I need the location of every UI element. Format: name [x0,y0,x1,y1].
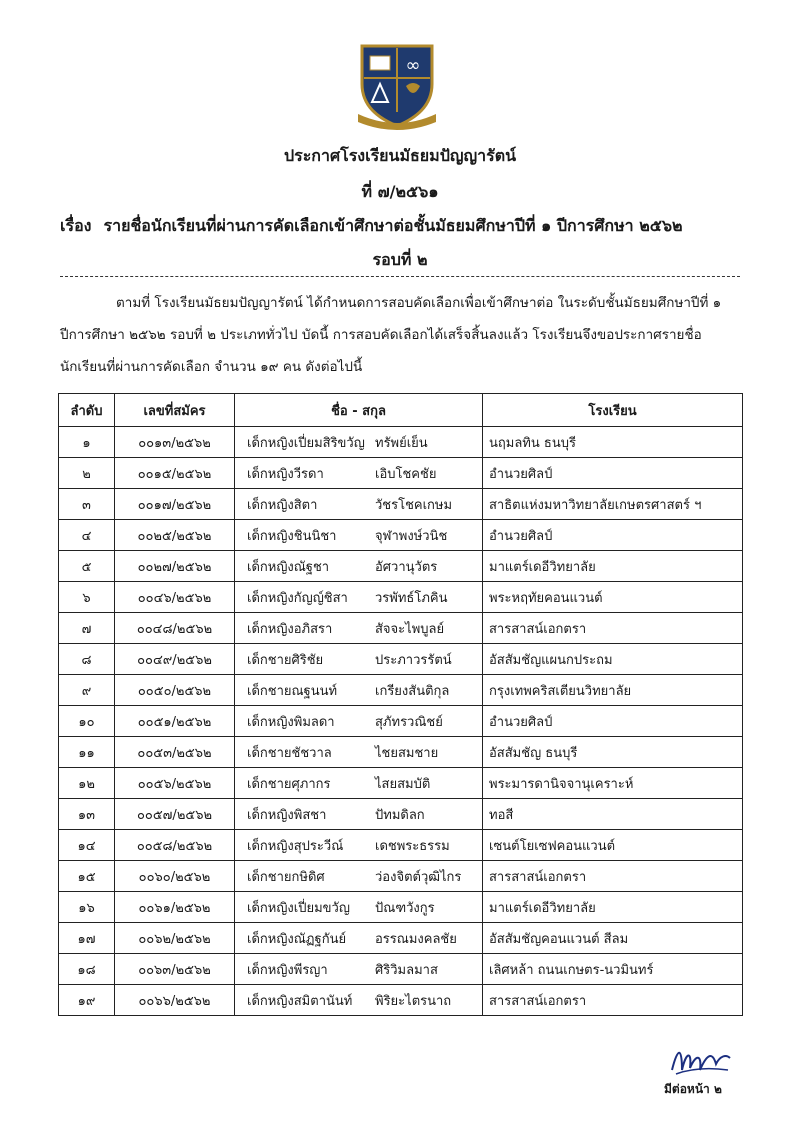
row-school: เซนต์โยเซฟคอนแวนต์ [483,830,743,861]
row-first-name: เด็กหญิงชินนิชา [247,528,337,544]
row-application-no: ๐๐๒๗/๒๕๖๒ [115,551,235,582]
school-crest-logo [352,40,442,130]
table-row [59,613,743,644]
row-full-name [235,799,483,830]
row-last-name: ศิริวิมลมาส [375,962,438,978]
row-full-name [235,458,483,489]
row-order: ๑๐ [59,706,115,737]
row-full-name [235,830,483,861]
row-order: ๕ [59,551,115,582]
row-first-name: เด็กชายชัชวาล [247,745,332,761]
subject-label: เรื่อง [60,216,92,235]
row-first-name: เด็กหญิงณัฐชา [247,559,330,575]
row-order: ๖ [59,582,115,613]
row-application-no: ๐๐๔๖/๒๕๖๒ [115,582,235,613]
row-application-no: ๐๐๕๗/๒๕๖๒ [115,799,235,830]
row-last-name: วรพัทธ์โภคิน [375,590,448,606]
row-first-name: เด็กชายณฐนนท์ [247,683,338,699]
row-first-name: เด็กหญิงพิสชา [247,807,327,823]
row-last-name: ไสยสมบัติ [375,776,431,792]
table-row [59,737,743,768]
row-order: ๗ [59,613,115,644]
row-order: ๑ [59,427,115,458]
row-last-name: จุฬาพงษ์วนิช [375,528,448,544]
row-order: ๑๑ [59,737,115,768]
row-full-name [235,985,483,1016]
row-school: อำนวยศิลป์ [483,520,743,551]
row-order: ๒ [59,458,115,489]
row-application-no: ๐๐๖๑/๒๕๖๒ [115,892,235,923]
row-full-name [235,427,483,458]
table-row [59,644,743,675]
row-application-no: ๐๐๑๕/๒๕๖๒ [115,458,235,489]
row-first-name: เด็กหญิงสมิตานันท์ [247,993,353,1009]
row-last-name: อรรณมงคลชัย [375,931,457,947]
row-school: สารสาสน์เอกตรา [483,613,743,644]
row-full-name [235,489,483,520]
row-application-no: ๐๐๕๓/๒๕๖๒ [115,737,235,768]
row-school: นฤมลทิน ธนบุรี [483,427,743,458]
table-row [59,582,743,613]
body-paragraph-line-2: ปีการศึกษา ๒๕๖๒ รอบที่ ๒ ประเภททั่วไป บัดนี้ การสอบคัดเลือกได้เสร็จสิ้นลงแล้ว โรงเรียนจึงขอประกาศรายชื่อ [60,327,702,343]
table-row [59,954,743,985]
row-last-name: ปัณฑวังกูร [375,900,435,916]
row-application-no: ๐๐๕๑/๒๕๖๒ [115,706,235,737]
row-application-no: ๐๐๑๓/๒๕๖๒ [115,427,235,458]
row-application-no: ๐๐๑๗/๒๕๖๒ [115,489,235,520]
row-application-no: ๐๐๕๖/๒๕๖๒ [115,768,235,799]
row-last-name: ว่องจิตต์วุฒิไกร [375,869,462,885]
row-order: ๑๓ [59,799,115,830]
row-last-name: ประภาวรรัตน์ [375,652,452,668]
row-school: ทอสี [483,799,743,830]
row-order: ๑๔ [59,830,115,861]
announcement-round: รอบที่ ๒ [372,250,428,269]
row-order: ๔ [59,520,115,551]
row-last-name: พิริยะไตรนาถ [375,993,452,1009]
row-full-name [235,861,483,892]
svg-text:∞: ∞ [405,55,421,76]
row-order: ๑๕ [59,861,115,892]
row-application-no: ๐๐๔๙/๒๕๖๒ [115,644,235,675]
dashed-divider [60,276,740,277]
row-first-name: เด็กหญิงวีรดา [247,466,324,482]
row-full-name [235,644,483,675]
body-paragraph-line-1: ตามที่ โรงเรียนมัธยมปัญญารัตน์ ได้กำหนดการสอบคัดเลือกเพื่อเข้าศึกษาต่อ ในระดับชั้นมัธยมศึกษาปีที่ ๑ [116,295,722,311]
row-full-name [235,892,483,923]
table-row [59,520,743,551]
row-last-name: สุภัทรวณิชย์ [375,714,443,730]
row-application-no: ๐๐๒๕/๒๕๖๒ [115,520,235,551]
row-school: อัสสัมชัญ ธนบุรี [483,737,743,768]
roster-body [59,427,743,1016]
body-paragraph-line-3: นักเรียนที่ผ่านการคัดเลือก จำนวน ๑๙ คน ดังต่อไปนี้ [60,359,363,375]
row-first-name: เด็กหญิงพีรญา [247,962,328,978]
row-first-name: เด็กชายศิริชัย [247,652,324,668]
table-row [59,861,743,892]
table-row [59,923,743,954]
row-full-name [235,520,483,551]
row-first-name: เด็กหญิงสุประวีณ์ [247,838,344,854]
table-row [59,830,743,861]
row-school: สารสาสน์เอกตรา [483,985,743,1016]
table-row [59,768,743,799]
row-application-no: ๐๐๕๐/๒๕๖๒ [115,675,235,706]
row-full-name [235,706,483,737]
row-last-name: สัจจะไพบูลย์ [375,621,445,637]
signature-scribble [668,1040,732,1080]
row-order: ๙ [59,675,115,706]
row-full-name [235,954,483,985]
header-application-no: เลขที่สมัคร [115,394,235,427]
row-last-name: ทรัพย์เย็น [375,435,428,451]
table-row [59,427,743,458]
table-header-row [59,394,743,427]
row-last-name: เดชพระธรรม [375,838,450,854]
table-row [59,458,743,489]
row-school: เลิศหล้า ถนนเกษตร-นวมินทร์ [483,954,743,985]
row-last-name: ไชยสมชาย [375,745,439,761]
row-first-name: เด็กหญิงเปี่ยมขวัญ [247,900,350,916]
row-first-name: เด็กหญิงณัฏฐกันย์ [247,931,347,947]
row-first-name: เด็กชายกษิดิศ [247,869,325,885]
row-first-name: เด็กหญิงอภิสรา [247,621,333,637]
table-row [59,985,743,1016]
table-row [59,892,743,923]
row-order: ๓ [59,489,115,520]
header-full-name: ชื่อ - สกุล [235,394,483,427]
row-full-name [235,675,483,706]
row-application-no: ๐๐๖๐/๒๕๖๒ [115,861,235,892]
row-full-name [235,613,483,644]
student-roster-table [58,393,743,1016]
row-order: ๘ [59,644,115,675]
table-row [59,706,743,737]
announcement-subject [60,216,683,236]
row-last-name: อัศวานุวัตร [375,559,438,575]
row-application-no: ๐๐๔๘/๒๕๖๒ [115,613,235,644]
row-school: มาแตร์เดอีวิทยาลัย [483,551,743,582]
row-school: พระหฤทัยคอนแวนต์ [483,582,743,613]
row-school: อัสสัมชัญคอนแวนต์ สีลม [483,923,743,954]
table-row [59,675,743,706]
row-order: ๑๒ [59,768,115,799]
continued-page-note: มีต่อหน้า ๒ [664,1082,722,1096]
row-full-name [235,582,483,613]
row-application-no: ๐๐๖๒/๒๕๖๒ [115,923,235,954]
row-order: ๑๖ [59,892,115,923]
row-last-name: เกรียงสันติกุล [375,683,450,699]
announcement-number: ที่ ๗/๒๕๖๑ [361,182,439,201]
row-first-name: เด็กหญิงกัญญ์ชิสา [247,590,348,606]
subject-text: รายชื่อนักเรียนที่ผ่านการคัดเลือกเข้าศึกษาต่อชั้นมัธยมศึกษาปีที่ ๑ ปีการศึกษา ๒๕๖๒ [103,216,683,235]
row-last-name: ปัทมดิลก [375,807,425,823]
row-first-name: เด็กหญิงสิตา [247,497,318,513]
row-application-no: ๐๐๖๓/๒๕๖๒ [115,954,235,985]
row-first-name: เด็กหญิงพิมลดา [247,714,335,730]
row-last-name: เอิบโชคชัย [375,466,437,482]
row-first-name: เด็กหญิงเปี่ยมสิริขวัญ [247,435,365,451]
row-school: มาแตร์เดอีวิทยาลัย [483,892,743,923]
row-order: ๑๘ [59,954,115,985]
row-order: ๑๗ [59,923,115,954]
row-school: กรุงเทพคริสเตียนวิทยาลัย [483,675,743,706]
row-school: อำนวยศิลป์ [483,458,743,489]
row-last-name: วัชรโชคเกษม [375,497,453,513]
table-row [59,551,743,582]
row-school: สารสาสน์เอกตรา [483,861,743,892]
row-school: พระมารดานิจจานุเคราะห์ [483,768,743,799]
row-full-name [235,737,483,768]
table-row [59,799,743,830]
row-full-name [235,923,483,954]
row-application-no: ๐๐๖๖/๒๕๖๒ [115,985,235,1016]
row-school: อัสสัมชัญแผนกประถม [483,644,743,675]
row-application-no: ๐๐๕๘/๒๕๖๒ [115,830,235,861]
announcement-title: ประกาศโรงเรียนมัธยมปัญญารัตน์ [283,146,517,165]
row-first-name: เด็กชายศุภากร [247,776,331,792]
table-row [59,489,743,520]
row-order: ๑๙ [59,985,115,1016]
header-order: ลำดับ [59,394,115,427]
row-school: อำนวยศิลป์ [483,706,743,737]
row-full-name [235,768,483,799]
header-school: โรงเรียน [483,394,743,427]
row-full-name [235,551,483,582]
row-school: สาธิตแห่งมหาวิทยาลัยเกษตรศาสตร์ ฯ [483,489,743,520]
